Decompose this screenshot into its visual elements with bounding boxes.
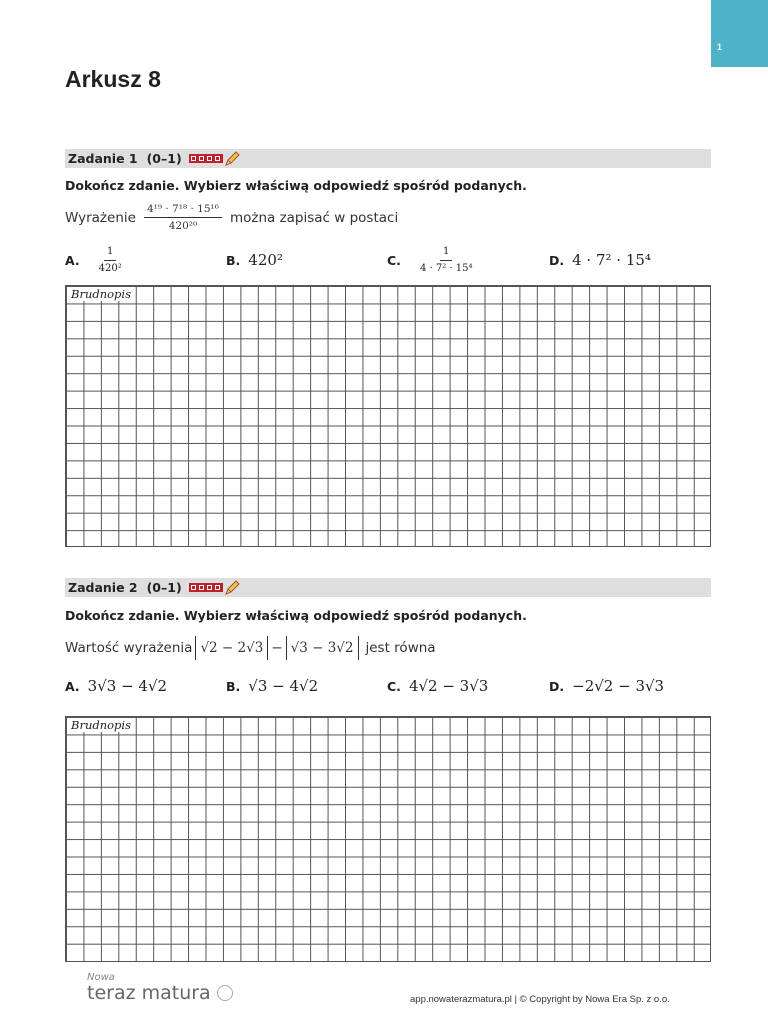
task-1-instruction: Dokończ zdanie. Wybierz właściwą odpowiedź spośród podanych. bbox=[65, 178, 527, 193]
task-2-options bbox=[65, 670, 711, 702]
fraction-numerator: 4¹⁹ · 7¹⁸ · 15¹⁶ bbox=[144, 203, 222, 218]
teraz-matura-logo bbox=[87, 972, 233, 1003]
task-1-fraction bbox=[144, 203, 222, 232]
page-title: Arkusz 8 bbox=[65, 66, 161, 92]
task-2-option-c[interactable]: C. 4√2 − 3√3 bbox=[387, 677, 489, 695]
scratch-grid-1[interactable] bbox=[65, 285, 711, 547]
logo-small-text: Nowa bbox=[87, 972, 115, 983]
scratch-grid-2[interactable] bbox=[65, 716, 711, 962]
task-2-option-d[interactable]: D. −2√2 − 3√3 bbox=[549, 677, 665, 695]
scratch-grid-label: Brudnopis bbox=[68, 287, 134, 301]
task-1-prefix: Wyrażenie bbox=[65, 209, 136, 226]
pencil-icon bbox=[224, 151, 240, 167]
difficulty-stars-icon bbox=[189, 583, 223, 592]
pencil-icon bbox=[224, 580, 240, 596]
task-2-header bbox=[65, 578, 711, 597]
task-2-instruction: Dokończ zdanie. Wybierz właściwą odpowiedź spośród podanych. bbox=[65, 608, 527, 623]
task-2-suffix: jest równa bbox=[365, 640, 436, 656]
task-1-suffix: można zapisać w postaci bbox=[229, 209, 399, 226]
task-1-option-c[interactable]: C. $\frac{1}{\text{4 · 7² · 15⁴}}$ bbox=[387, 245, 473, 274]
fraction-denominator: 420²⁰ bbox=[168, 220, 198, 232]
page-number: 1 bbox=[717, 42, 723, 52]
scratch-grid-label: Brudnopis bbox=[68, 718, 134, 732]
footer-copyright: app.nowaterazmatura.pl | © Copyright by Nowa Era Sp. z o.o. bbox=[410, 994, 670, 1005]
absolute-value-1: √2 − 2√3 bbox=[195, 636, 268, 660]
absolute-value-2: √3 − 3√2 bbox=[286, 636, 359, 660]
logo-main-text: teraz matura bbox=[87, 982, 211, 1004]
task-2-question bbox=[65, 636, 436, 660]
task-1-label: Zadanie 1 (0–1) bbox=[68, 151, 182, 166]
task-2-option-a[interactable]: A. 3√3 − 4√2 bbox=[65, 677, 168, 695]
task-1-option-d[interactable]: D. 4 · 7² · 15⁴ bbox=[549, 251, 651, 269]
task-1-header bbox=[65, 149, 711, 168]
task-1-options bbox=[65, 244, 711, 276]
task-2-option-b[interactable]: B. √3 − 4√2 bbox=[226, 677, 319, 695]
difficulty-stars-icon bbox=[189, 154, 223, 163]
task-2-prefix: Wartość wyrażenia bbox=[65, 640, 193, 656]
page-number-tab bbox=[711, 0, 768, 67]
task-1-option-a[interactable]: A. $\frac{1}{\text{420²}}$ bbox=[65, 245, 122, 274]
task-1-option-b[interactable]: B. 420² bbox=[226, 251, 283, 269]
task-2-label: Zadanie 2 (0–1) bbox=[68, 580, 182, 595]
minus-sign: − bbox=[271, 640, 283, 656]
task-1-question bbox=[65, 203, 398, 232]
lightbulb-icon bbox=[217, 985, 233, 1001]
